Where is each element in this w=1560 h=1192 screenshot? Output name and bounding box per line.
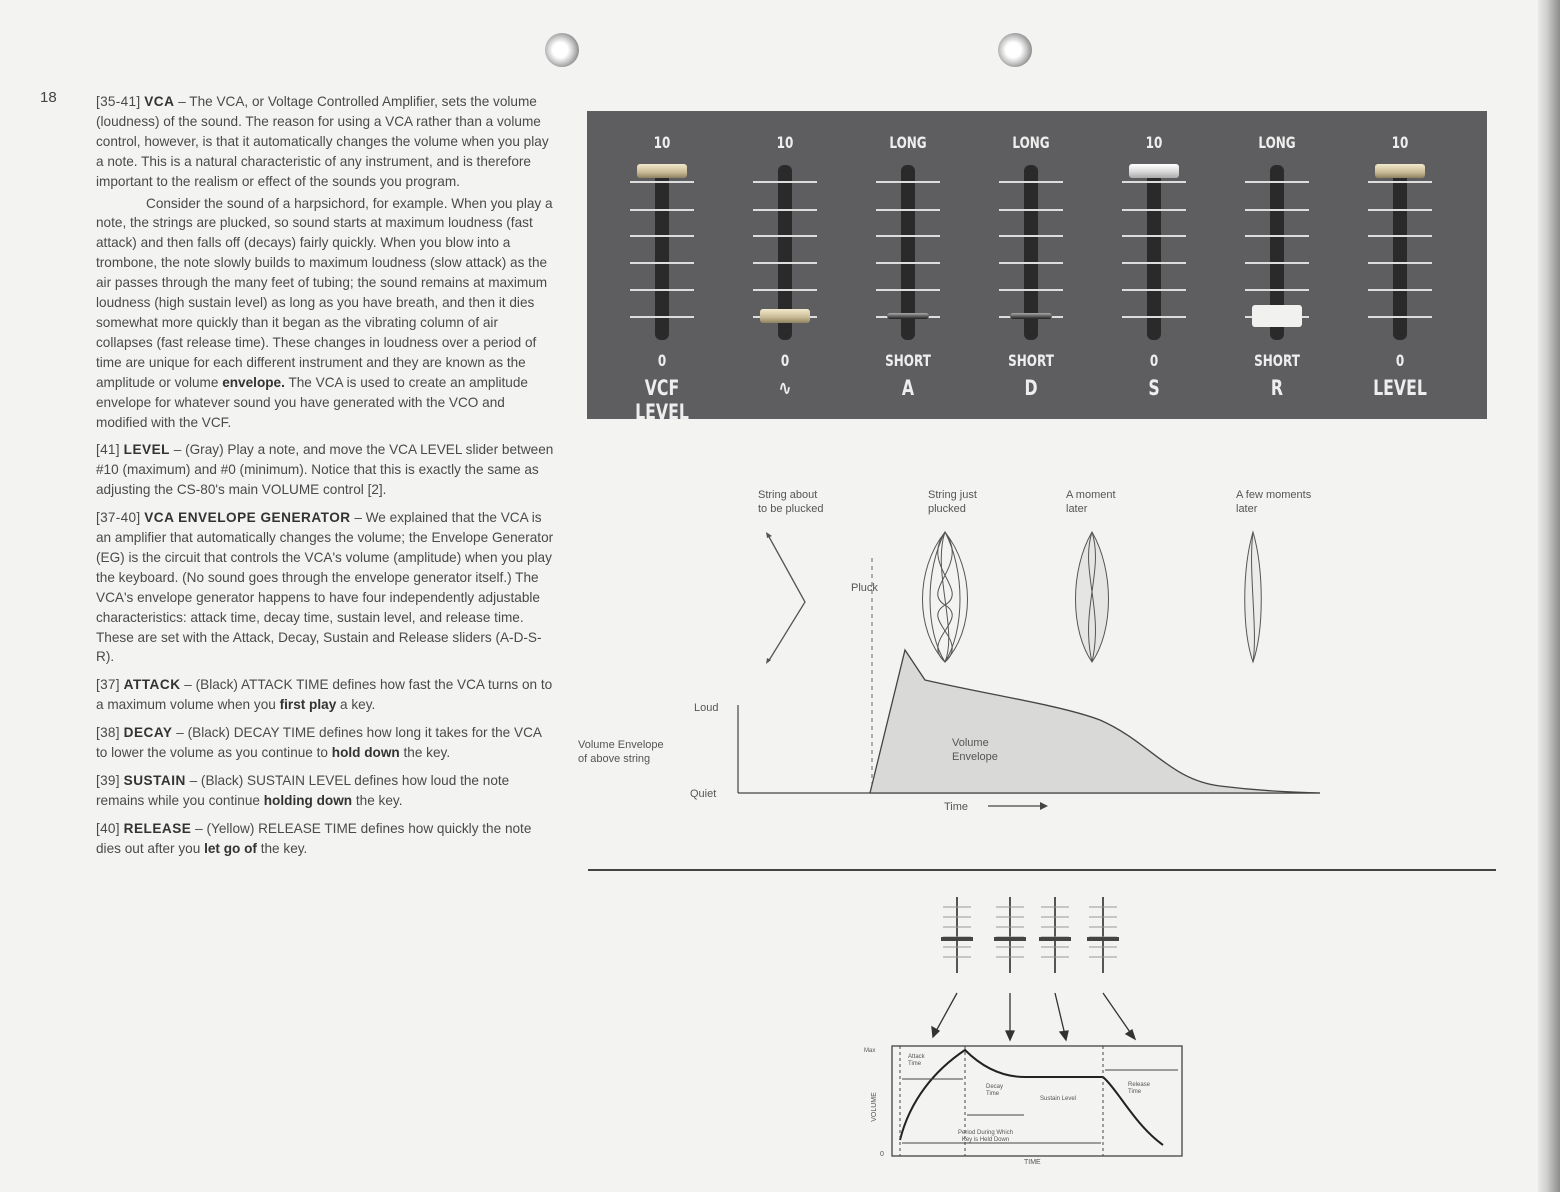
string-vibrating-narrow bbox=[1245, 532, 1262, 662]
slider-tick bbox=[1368, 289, 1432, 291]
slider-max-label: 10 bbox=[1391, 133, 1409, 152]
slider-tick bbox=[630, 289, 694, 291]
slider-name-label: LEVEL bbox=[1373, 376, 1427, 400]
pluck-label: Pluck bbox=[851, 582, 878, 594]
mini-slider bbox=[994, 897, 1026, 973]
slider-knob[interactable] bbox=[887, 313, 929, 319]
slider-tick bbox=[1368, 235, 1432, 237]
slider-tick bbox=[753, 262, 817, 264]
adsr-x-label: TIME bbox=[1024, 1159, 1041, 1166]
slider-tick bbox=[630, 262, 694, 264]
slider-tick bbox=[1245, 235, 1309, 237]
slider-knob[interactable] bbox=[637, 164, 687, 178]
time-label: Time bbox=[944, 801, 969, 813]
slider-max-label: 10 bbox=[776, 133, 794, 152]
page-edge-shadow bbox=[1538, 0, 1560, 1192]
slider-column-5 bbox=[1099, 111, 1209, 419]
binder-hole-right bbox=[998, 33, 1032, 67]
para-attack: [37] ATTACK – (Black) ATTACK TIME defines how fast the VCA turns on to a maximum volume when you first play a key. bbox=[96, 677, 553, 713]
slider-tick bbox=[999, 181, 1063, 183]
adsr-period-label: Period During Which Key is Held Down bbox=[958, 1130, 1014, 1143]
slider-track bbox=[1147, 165, 1161, 340]
slider-min-label: 0 bbox=[780, 351, 790, 370]
slider-tick bbox=[999, 262, 1063, 264]
text-column bbox=[96, 92, 556, 867]
slider-column-4 bbox=[976, 111, 1086, 419]
slider-tick bbox=[630, 235, 694, 237]
page-number: 18 bbox=[40, 89, 57, 106]
quiet-label: Quiet bbox=[690, 788, 717, 800]
slider-tick bbox=[753, 289, 817, 291]
envelope-y-label: Volume Envelope of above string bbox=[578, 739, 664, 765]
adsr-max-label: Max bbox=[864, 1048, 876, 1054]
adsr-sustain-label: Sustain Level bbox=[1040, 1096, 1077, 1102]
slider-name-label: A bbox=[901, 376, 915, 400]
slider-name-label: VCF LEVEL bbox=[635, 376, 689, 424]
slider-name-label: S bbox=[1148, 376, 1160, 400]
slider-min-label: 0 bbox=[1149, 351, 1159, 370]
binder-hole-left bbox=[545, 33, 579, 67]
slider-max-label: LONG bbox=[1258, 133, 1296, 152]
slider-tick bbox=[1122, 262, 1186, 264]
slider-tick bbox=[1122, 181, 1186, 183]
string-vibrating-wide bbox=[923, 532, 968, 662]
caption-string-just: String just plucked bbox=[928, 489, 977, 515]
slider-tick bbox=[753, 181, 817, 183]
slider-tick bbox=[876, 262, 940, 264]
slider-tick bbox=[1245, 209, 1309, 211]
slider-tick bbox=[999, 235, 1063, 237]
slider-tick bbox=[1122, 209, 1186, 211]
mini-slider bbox=[941, 897, 973, 973]
section-divider bbox=[588, 869, 1496, 871]
adsr-zero-label: 0 bbox=[880, 1151, 884, 1158]
slider-tick bbox=[630, 316, 694, 318]
slider-name-label: ∿ bbox=[778, 376, 792, 400]
slider-column-3 bbox=[853, 111, 963, 419]
vca-slider-panel bbox=[587, 111, 1487, 424]
slider-column-7 bbox=[1345, 111, 1455, 419]
slider-tick bbox=[1368, 316, 1432, 318]
slider-tick bbox=[876, 289, 940, 291]
slider-name-label: R bbox=[1270, 376, 1284, 400]
slider-max-label: LONG bbox=[1012, 133, 1050, 152]
slider-column-1 bbox=[607, 111, 717, 424]
slider-min-label: SHORT bbox=[1008, 351, 1054, 370]
slider-knob[interactable] bbox=[1375, 164, 1425, 178]
string-end-top bbox=[766, 532, 772, 538]
slider-tick bbox=[630, 181, 694, 183]
slider-column-2 bbox=[730, 111, 840, 419]
slider-column-6 bbox=[1222, 111, 1332, 419]
slider-tick bbox=[1245, 181, 1309, 183]
string-envelope-figure bbox=[570, 480, 1350, 820]
para-release: [40] RELEASE – (Yellow) RELEASE TIME defines how quickly the note dies out after you let go of the key. bbox=[96, 820, 532, 856]
adsr-curve bbox=[900, 1050, 1163, 1145]
slider-max-label: 10 bbox=[653, 133, 671, 152]
mini-sliders bbox=[941, 897, 1119, 973]
slider-tick bbox=[630, 209, 694, 211]
slider-min-label: SHORT bbox=[885, 351, 931, 370]
slider-knob[interactable] bbox=[1010, 313, 1052, 319]
slider-track bbox=[1393, 165, 1407, 340]
slider-tick bbox=[876, 235, 940, 237]
adsr-graph-frame bbox=[892, 1046, 1182, 1156]
string-bent bbox=[768, 535, 805, 662]
time-arrowhead bbox=[1040, 802, 1048, 810]
slider-name-label: D bbox=[1024, 376, 1038, 400]
slider-tick bbox=[876, 209, 940, 211]
volume-envelope-area bbox=[870, 650, 1320, 793]
para-level: [41] LEVEL – (Gray) Play a note, and move the VCA LEVEL slider between #10 (maximum) and #0 (minimum). Notice that this is exactly the same as adjusting the CS-80's main VOLUME control [2]. bbox=[96, 442, 554, 498]
slider-tick bbox=[1245, 289, 1309, 291]
adsr-diagram bbox=[860, 885, 1190, 1170]
loud-label: Loud bbox=[694, 702, 719, 714]
slider-tick bbox=[753, 235, 817, 237]
adsr-release-label: Release Time bbox=[1128, 1082, 1151, 1095]
adsr-dimension-arrows bbox=[902, 1070, 1178, 1143]
slider-tick bbox=[1245, 262, 1309, 264]
string-vibrating-medium bbox=[1076, 532, 1109, 662]
slider-tick bbox=[753, 209, 817, 211]
slider-tick bbox=[1368, 209, 1432, 211]
para-harpsichord: Consider the sound of a harpsichord, for example. When you play a note, the strings are plucked, so sound starts at maximum loudness (fast attack) and then falls off (decays) fairly quickly. When you blow into a trombone, the note slowly builds to maximum loudness (slow attack) as the air passes through the many feet of tubing; the sound remains at maximum loudness (high sustain level) as long as you have breath, and then it dies somewhat more quickly than it began as the vibrating column of air collapses (fast release time). These changes in loudness over a period of time are unique for each different instrument and they are known as the amplitude or volume envelope. The VCA is used to create an amplitude envelope for whatever sound you have generated with the VCO and modified with the VCF. bbox=[96, 195, 553, 430]
para-vca: [35-41] VCA – The VCA, or Voltage Controlled Amplifier, sets the volume (loudness) of the sound. The reason for using a VCA rather than a volume control, however, is that it automatically changes the volume when you play a note. This is a natural characteristic of any instrument, and is therefore important to the realism or effect of the sounds you program. bbox=[96, 94, 549, 189]
slider-knob[interactable] bbox=[1129, 164, 1179, 178]
slider-max-label: 10 bbox=[1145, 133, 1163, 152]
envelope-area-label: Volume Envelope bbox=[952, 737, 998, 763]
para-decay: [38] DECAY – (Black) DECAY TIME defines how long it takes for the VCA to lower the volume as you continue to hold down the key. bbox=[96, 725, 542, 761]
slider-knob[interactable] bbox=[760, 309, 810, 323]
slider-min-label: SHORT bbox=[1254, 351, 1300, 370]
slider-tick bbox=[1368, 262, 1432, 264]
slider-tick bbox=[1122, 316, 1186, 318]
caption-moment-later: A moment later bbox=[1066, 489, 1116, 515]
slider-tick bbox=[999, 289, 1063, 291]
slider-tick bbox=[1122, 235, 1186, 237]
caption-string-about: String about to be plucked bbox=[758, 489, 824, 515]
para-envelope-generator: [37-40] VCA ENVELOPE GENERATOR – We explained that the VCA is an amplifier that automatically changes the volume; the Envelope Generator (EG) is the circuit that controls the VCA's volume (amplitude) when you play the keyboard. (No sound goes through the envelope generator itself.) The VCA's envelope generator happens to have four independently adjustable characteristics: attack time, decay time, sustain level, and release time. These are set with the Attack, Decay, Sustain and Release sliders (A-D-S-R). bbox=[96, 510, 554, 665]
adsr-attack-label: Attack Time bbox=[908, 1054, 925, 1067]
slider-track bbox=[655, 165, 669, 340]
slider-tick bbox=[876, 181, 940, 183]
adsr-y-label: VOLUME bbox=[870, 1092, 878, 1122]
mini-slider bbox=[1087, 897, 1119, 973]
slider-min-label: 0 bbox=[1395, 351, 1405, 370]
pointer-arrows bbox=[932, 993, 1135, 1040]
slider-max-label: LONG bbox=[889, 133, 927, 152]
mini-slider bbox=[1039, 897, 1071, 973]
slider-min-label: 0 bbox=[657, 351, 667, 370]
slider-tick bbox=[1122, 289, 1186, 291]
slider-knob[interactable] bbox=[1252, 305, 1302, 327]
adsr-decay-label: Decay Time bbox=[986, 1084, 1004, 1097]
caption-few-moments: A few moments later bbox=[1236, 489, 1312, 515]
slider-tick bbox=[1368, 181, 1432, 183]
para-sustain: [39] SUSTAIN – (Black) SUSTAIN LEVEL defines how loud the note remains while you continue holding down the key. bbox=[96, 773, 510, 808]
slider-tick bbox=[999, 209, 1063, 211]
